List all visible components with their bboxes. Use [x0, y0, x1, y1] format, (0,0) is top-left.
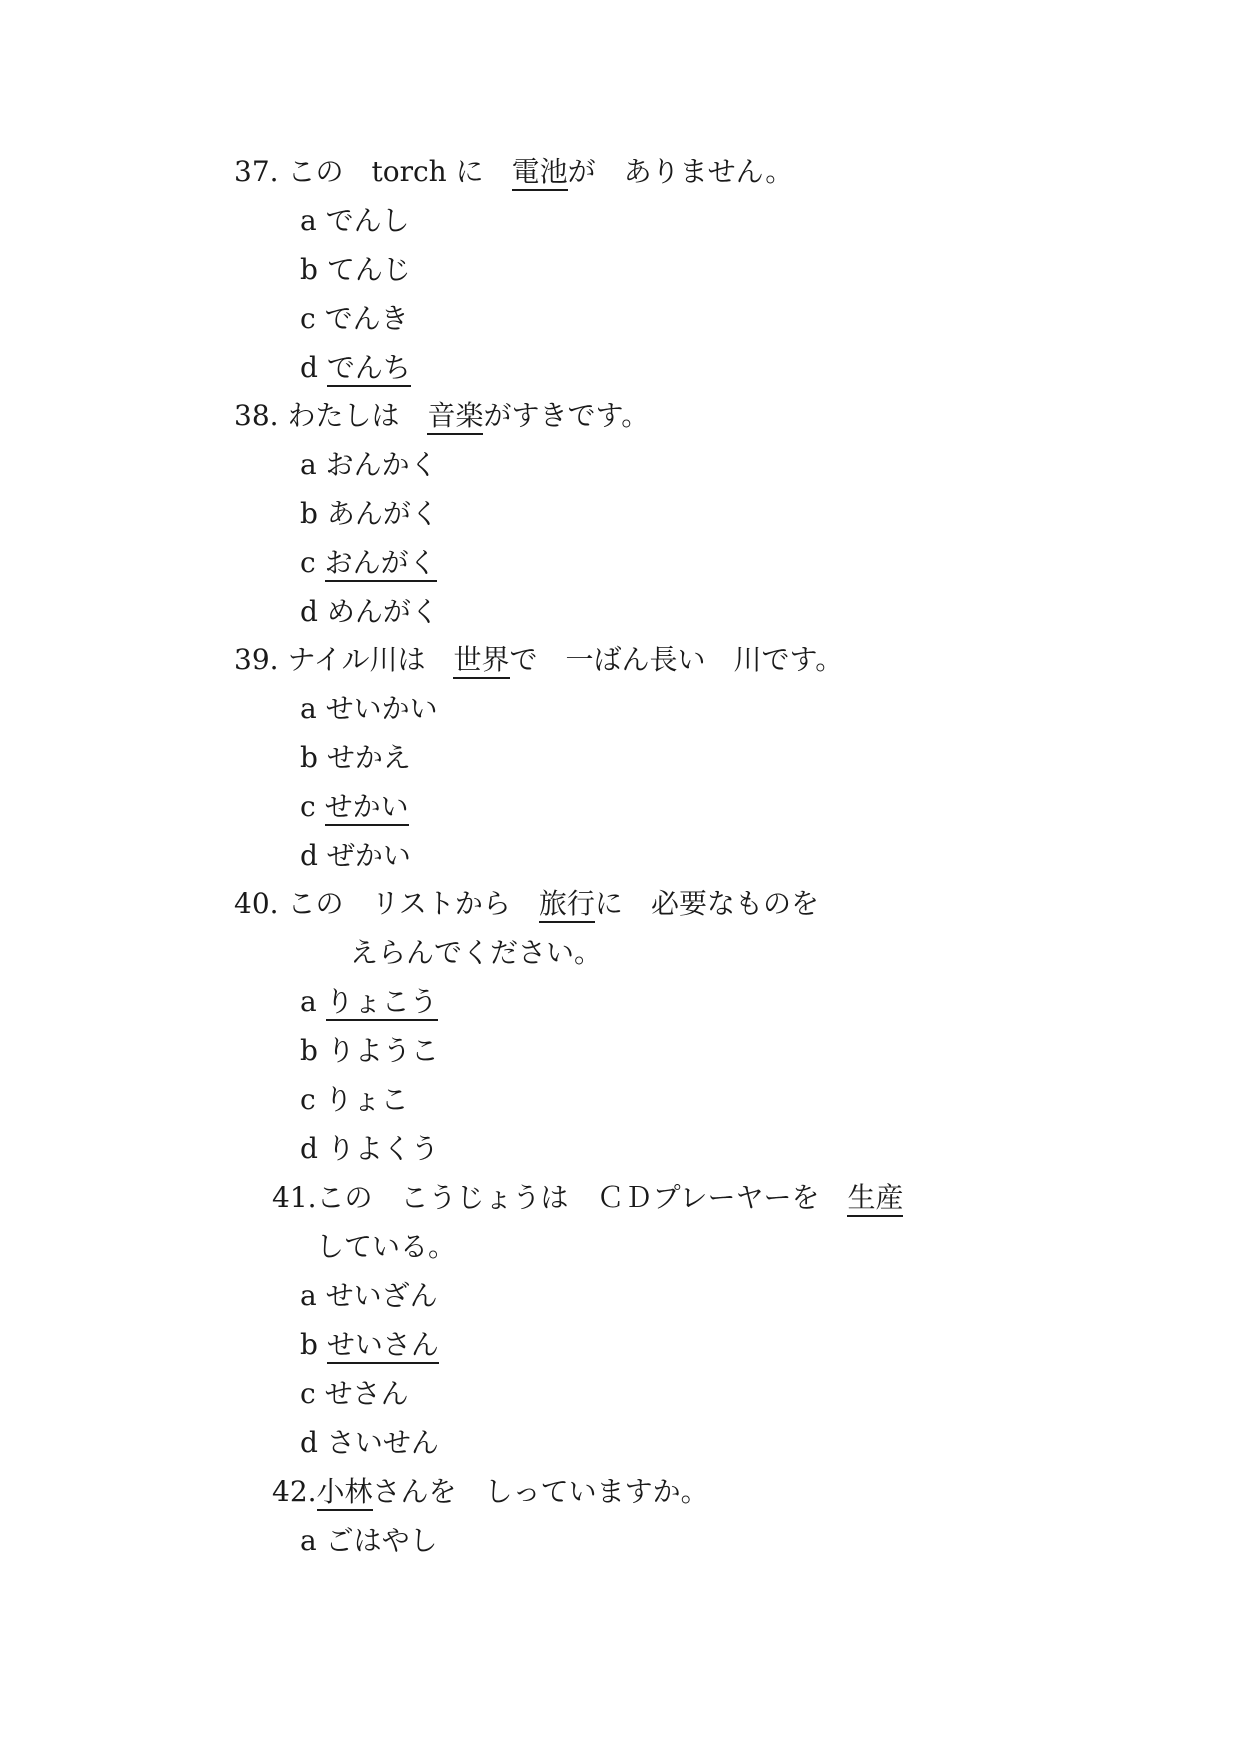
option-38-a	[300, 448, 438, 482]
question-text: 一ばん長い	[565, 643, 706, 676]
option-40-b	[300, 1034, 439, 1068]
option-39-d	[300, 839, 411, 873]
question-number: 41.	[272, 1181, 317, 1214]
option-text: せかえ	[326, 741, 411, 774]
option-letter: a	[300, 204, 317, 237]
option-text: ぜかい	[326, 839, 411, 872]
question-number: 42.	[272, 1475, 317, 1508]
option-letter: b	[300, 1328, 318, 1361]
question-40-continuation	[350, 936, 602, 970]
option-letter: d	[300, 1132, 318, 1165]
question-41-continuation	[316, 1230, 456, 1264]
underlined-target-word: 世界	[453, 645, 509, 679]
question-text: torch に	[371, 155, 484, 188]
option-39-a	[300, 692, 438, 726]
option-42-a	[300, 1524, 438, 1558]
question-text: リストから	[371, 887, 511, 920]
option-39-b	[300, 741, 411, 775]
question-41	[272, 1181, 903, 1217]
option-text: りょこ	[324, 1083, 409, 1116]
option-letter: b	[300, 497, 318, 530]
option-text: でんき	[324, 302, 409, 335]
question-text: ＣＤプレーヤーを	[596, 1181, 820, 1214]
question-text: この	[287, 887, 344, 920]
option-letter: a	[300, 1524, 317, 1557]
option-letter: c	[300, 790, 316, 823]
question-38	[234, 399, 649, 435]
option-text-correct: せいさん	[327, 1330, 439, 1364]
question-text: えらんでください。	[350, 936, 603, 969]
option-38-b	[300, 497, 439, 531]
option-text: せさん	[324, 1377, 409, 1410]
option-37-d	[300, 351, 411, 387]
question-42	[272, 1475, 709, 1511]
question-text: に	[594, 887, 623, 920]
option-text: てんじ	[326, 253, 411, 286]
option-letter: a	[300, 448, 317, 481]
option-letter: a	[300, 985, 317, 1018]
option-letter: d	[300, 1426, 318, 1459]
question-number: 40.	[234, 887, 279, 920]
option-letter: c	[300, 546, 316, 579]
question-text: ありません。	[623, 155, 794, 188]
option-41-b	[300, 1328, 439, 1364]
option-41-a	[300, 1279, 438, 1313]
option-letter: b	[300, 741, 318, 774]
option-letter: a	[300, 1279, 317, 1312]
option-40-c	[300, 1083, 409, 1117]
option-text-correct: でんち	[327, 353, 411, 387]
option-letter: b	[300, 1034, 318, 1067]
question-text: している。	[316, 1230, 457, 1263]
option-41-d	[300, 1426, 439, 1460]
question-text: ナイル川は	[287, 643, 426, 676]
option-40-a	[300, 985, 438, 1021]
question-text: さんを	[372, 1475, 457, 1508]
question-number: 37.	[234, 155, 279, 188]
underlined-target-word: 小林	[317, 1477, 373, 1511]
question-text: わたしは	[287, 399, 400, 432]
option-text: ごはやし	[325, 1524, 438, 1557]
option-40-d	[300, 1132, 439, 1166]
option-text: りようこ	[326, 1034, 439, 1067]
option-letter: d	[300, 839, 318, 872]
option-text-correct: せかい	[325, 792, 409, 826]
question-text: こうじょうは	[400, 1181, 569, 1214]
question-40	[234, 887, 819, 923]
option-38-c	[300, 546, 437, 582]
option-37-c	[300, 302, 409, 336]
underlined-target-word: 旅行	[539, 889, 595, 923]
option-37-a	[300, 204, 410, 238]
option-letter: c	[300, 1083, 316, 1116]
question-text: が	[567, 155, 596, 188]
option-letter: d	[300, 351, 318, 384]
option-37-b	[300, 253, 411, 287]
question-37	[234, 155, 793, 191]
underlined-target-word: 生産	[847, 1183, 903, 1217]
option-text: せいざん	[325, 1279, 438, 1312]
option-38-d	[300, 595, 439, 629]
question-39	[234, 643, 843, 679]
option-letter: d	[300, 595, 318, 628]
option-text: せいかい	[325, 692, 438, 725]
option-text: めんがく	[326, 595, 439, 628]
option-text: あんがく	[326, 497, 439, 530]
question-text: この	[316, 1181, 373, 1214]
question-text: がすきです。	[483, 399, 650, 432]
option-text: おんかく	[325, 448, 438, 481]
question-text: 必要なものを	[650, 887, 819, 920]
underlined-target-word: 音楽	[427, 401, 483, 435]
option-text: でんし	[325, 204, 410, 237]
underlined-target-word: 電池	[512, 157, 568, 191]
option-39-c	[300, 790, 409, 826]
question-text: しっていますか。	[484, 1475, 709, 1508]
option-letter: c	[300, 1377, 316, 1410]
option-text-correct: りょこう	[326, 987, 438, 1021]
option-41-c	[300, 1377, 409, 1411]
question-number: 38.	[234, 399, 279, 432]
option-text-correct: おんがく	[325, 548, 437, 582]
option-letter: c	[300, 302, 316, 335]
option-text: りよくう	[326, 1132, 439, 1165]
question-text: 川です。	[733, 643, 844, 676]
question-number: 39.	[234, 643, 279, 676]
question-text: この	[287, 155, 344, 188]
option-letter: b	[300, 253, 318, 286]
option-letter: a	[300, 692, 317, 725]
option-text: さいせん	[326, 1426, 439, 1459]
question-text: で	[509, 643, 538, 676]
